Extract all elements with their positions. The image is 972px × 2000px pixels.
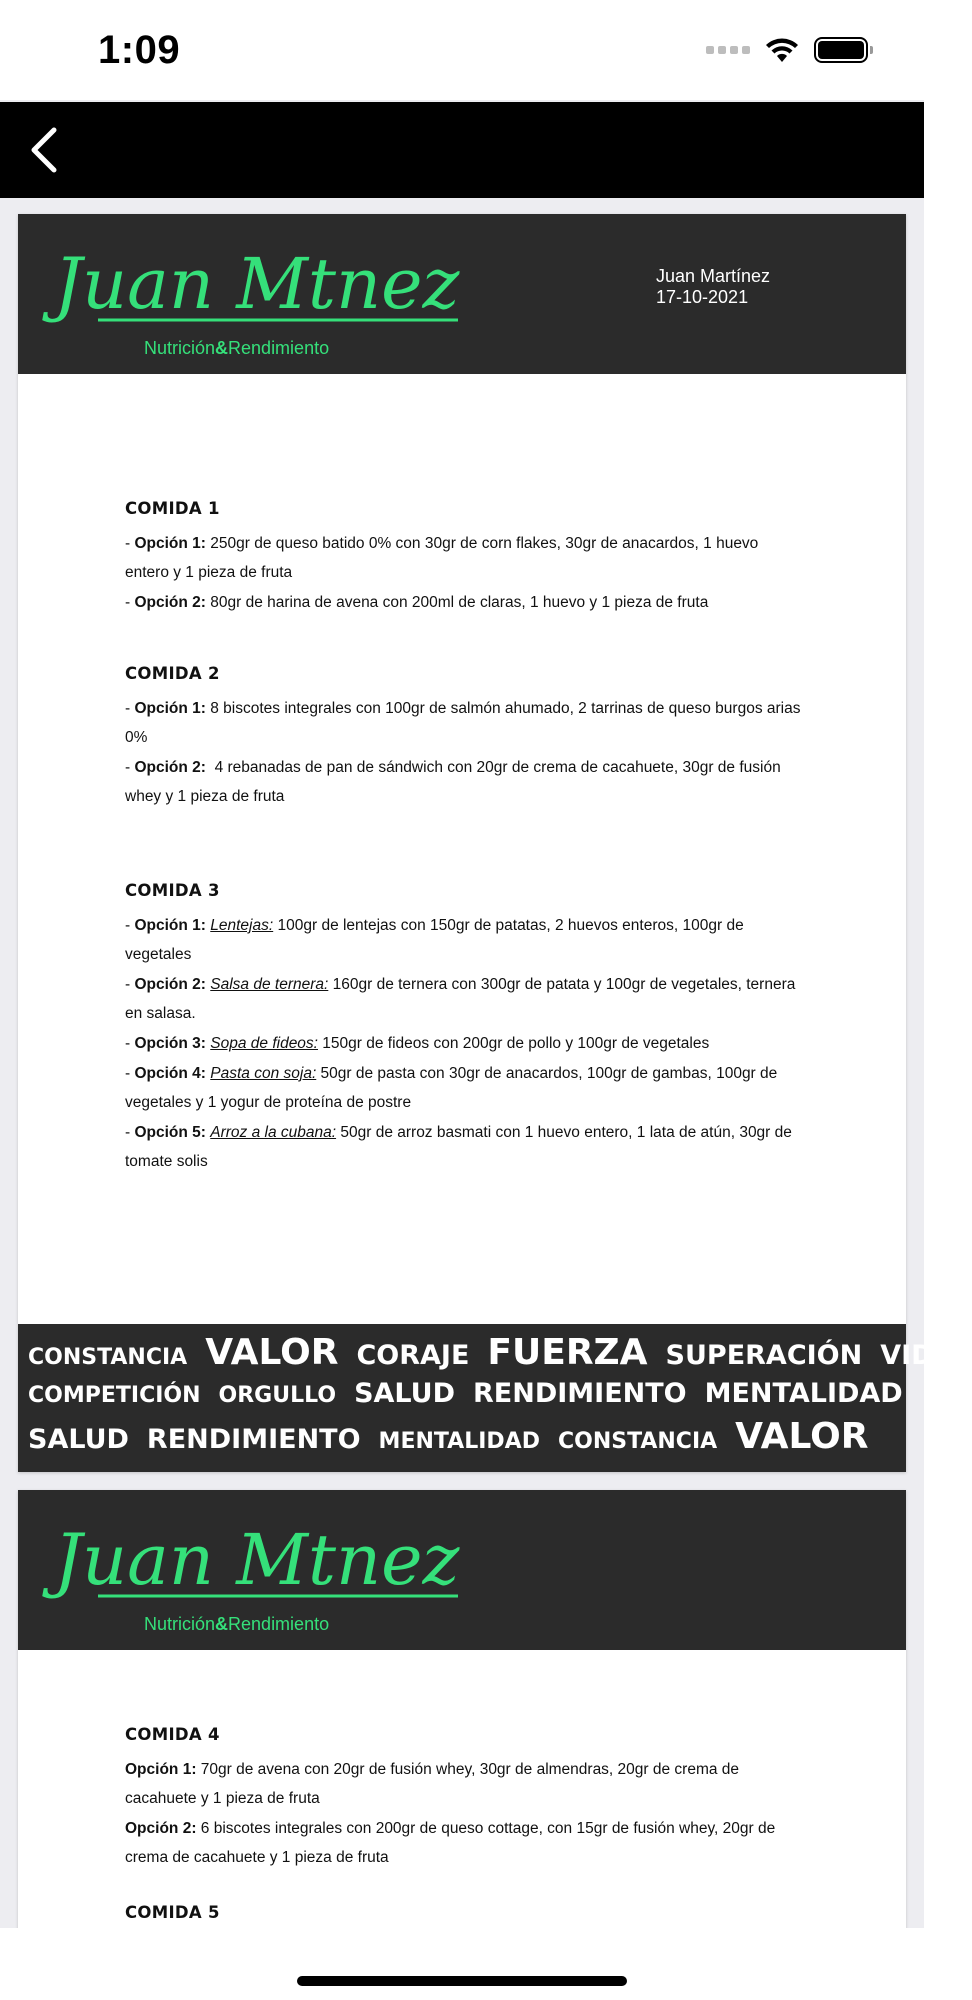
meal-title: COMIDA 5 [125, 1903, 220, 1922]
svg-text:Juan Mtnez: Juan Mtnez [54, 1519, 460, 1601]
battery-icon [814, 37, 868, 63]
meal-section [125, 494, 805, 618]
meal-section [125, 1720, 805, 1933]
pdf-page-1 [18, 214, 955, 1472]
status-time: 1:09 [98, 28, 181, 72]
pdf-page-2 [18, 1490, 906, 1950]
meal-option: Opción 1: 70gr de avena con 20gr de fusión whey, 30gr de almendras, 20gr de crema de cacahuete y 1 pieza de fruta [125, 1761, 740, 1807]
plan-date: 17-10-2021 [656, 287, 749, 307]
wifi-icon [764, 36, 800, 64]
motivation-banner [18, 1324, 955, 1472]
home-indicator-area [0, 1928, 924, 2000]
back-button[interactable] [22, 124, 72, 176]
banner-row: SALUD RENDIMIENTO MENTALIDAD CONSTANCIA VALOR [28, 1416, 869, 1457]
brand-logo [48, 1508, 488, 1638]
meal-title: COMIDA 1 [125, 499, 220, 518]
meal-section [125, 876, 805, 1177]
client-name: Juan Martínez [656, 266, 771, 286]
meal-option: - Opción 5: Arroz a la cubana: 50gr de arroz basmati con 1 huevo entero, 1 lata de atún, 30gr de tomate solis [125, 1124, 792, 1170]
meal-option: Opción 2: 6 biscotes integrales con 200gr de queso cottage, con 15gr de fusión whey, 20gr de crema de cacahuete y 1 pieza de fruta [125, 1820, 776, 1866]
status-icons [706, 36, 868, 64]
navigation-bar [0, 102, 924, 198]
meal-option: - Opción 1: Lentejas: 100gr de lentejas con 150gr de patatas, 2 huevos enteros, 100gr de vegetales [125, 917, 744, 963]
banner-row: CONSTANCIA VALOR CORAJE FUERZA SUPERACIÓN VIDA [28, 1332, 955, 1373]
brand-logo [48, 232, 488, 362]
meal-title: COMIDA 3 [125, 881, 220, 900]
meal-option: - Opción 1: 250gr de queso batido 0% con 30gr de corn flakes, 30gr de anacardos, 1 huevo entero y 1 pieza de fruta [125, 535, 759, 581]
page-header [18, 1490, 906, 1650]
meal-option: - Opción 1: 8 biscotes integrales con 100gr de salmón ahumado, 2 tarrinas de queso burgos arias 0% [125, 700, 801, 746]
meal-section [125, 659, 805, 812]
meal-option: - Opción 2: Salsa de ternera: 160gr de ternera con 300gr de patata y 100gr de vegetales, ternera en salasa. [125, 976, 796, 1022]
status-bar [0, 0, 924, 100]
client-info [656, 266, 770, 308]
meal-option: - Opción 2: 4 rebanadas de pan de sándwich con 20gr de crema de cacahuete, 30gr de fusión whey y 1 pieza de fruta [125, 759, 786, 805]
svg-text:Nutrición&Rendimiento: Nutrición&Rendimiento [144, 1614, 330, 1634]
cellular-signal-icon [706, 46, 750, 54]
meal-title: COMIDA 4 [125, 1725, 220, 1744]
home-indicator[interactable] [297, 1976, 627, 1986]
svg-text:Juan Mtnez: Juan Mtnez [54, 243, 460, 325]
pdf-viewer[interactable] [0, 198, 955, 1928]
meal-option: - Opción 3: Sopa de fideos: 150gr de fideos con 200gr de pollo y 100gr de vegetales [125, 1035, 710, 1052]
meal-option: - Opción 4: Pasta con soja: 50gr de pasta con 30gr de anacardos, 100gr de gambas, 100gr de vegetales y 1 yogur de proteína de postre [125, 1065, 778, 1111]
meal-title: COMIDA 2 [125, 664, 220, 683]
meal-option: - Opción 2: 80gr de harina de avena con 200ml de claras, 1 huevo y 1 pieza de fruta [125, 594, 709, 611]
chevron-left-icon [22, 124, 72, 176]
page-header [18, 214, 906, 374]
svg-text:Nutrición&Rendimiento: Nutrición&Rendimiento [144, 338, 330, 358]
banner-row: COMPETICIÓN ORGULLO SALUD RENDIMIENTO MENTALIDAD [28, 1378, 903, 1409]
